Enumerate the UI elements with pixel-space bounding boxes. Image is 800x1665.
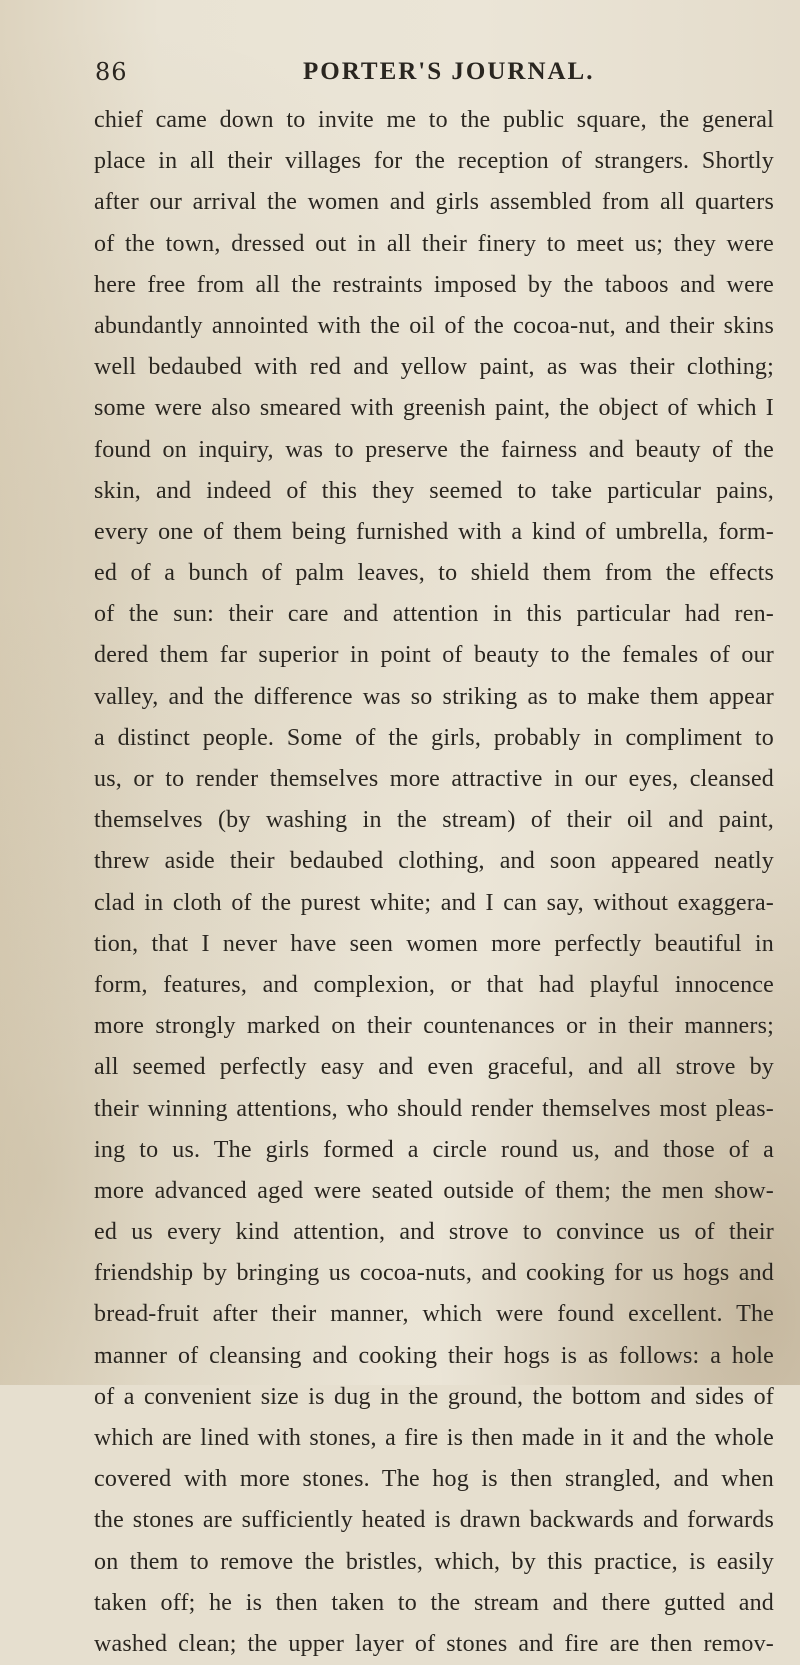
text-line: all seemed perfectly easy and even graceful, and all strove by <box>94 1054 774 1081</box>
text-line: covered with more stones. The hog is then strangled, and when <box>94 1466 774 1493</box>
text-line: manner of cleansing and cooking their hogs is as follows: a hole <box>94 1342 774 1369</box>
text-line: every one of them being furnished with a kind of umbrella, form- <box>94 518 774 545</box>
text-line: of the town, dressed out in all their finery to meet us; they were <box>94 230 774 257</box>
page-number: 86 <box>95 58 128 86</box>
text-line: dered them far superior in point of beauty to the females of our <box>94 642 774 669</box>
text-line: here free from all the restraints imposed by the taboos and were <box>94 271 774 298</box>
text-line: more advanced aged were seated outside of them; the men show- <box>94 1177 774 1204</box>
body-text <box>94 100 774 1665</box>
text-line: washed clean; the upper layer of stones and fire are then remov- <box>94 1630 774 1657</box>
text-line: bread-fruit after their manner, which were found excellent. The <box>94 1301 774 1328</box>
text-line: some were also smeared with greenish paint, the object of which I <box>94 395 774 422</box>
text-line: threw aside their bedaubed clothing, and soon appeared neatly <box>94 848 774 875</box>
text-line: after our arrival the women and girls assembled from all quarters <box>94 189 774 216</box>
text-line: chief came down to invite me to the public square, the general <box>94 107 774 133</box>
text-line: found on inquiry, was to preserve the fairness and beauty of the <box>94 436 774 463</box>
text-line: well bedaubed with red and yellow paint, as was their clothing; <box>94 354 774 381</box>
text-line: more strongly marked on their countenances or in their manners; <box>94 1013 774 1040</box>
page-header <box>95 52 735 92</box>
text-line: on them to remove the bristles, which, by this practice, is easily <box>94 1548 774 1575</box>
text-line: place in all their villages for the reception of strangers. Shortly <box>94 148 774 175</box>
text-line: friendship by bringing us cocoa-nuts, and cooking for us hogs and <box>94 1260 774 1287</box>
text-line: ed of a bunch of palm leaves, to shield them from the effects <box>94 560 774 587</box>
text-line: us, or to render themselves more attractive in our eyes, cleansed <box>94 766 774 792</box>
text-line: form, features, and complexion, or that had playful innocence <box>94 971 774 998</box>
text-line: their winning attentions, who should render themselves most pleas- <box>94 1095 774 1122</box>
text-line: ed us every kind attention, and strove to convince us of their <box>94 1219 774 1246</box>
text-line: taken off; he is then taken to the stream and there gutted and <box>94 1589 774 1616</box>
text-line: a distinct people. Some of the girls, probably in compliment to <box>94 724 774 751</box>
text-line: of the sun: their care and attention in this particular had ren- <box>94 601 774 628</box>
text-line: ing to us. The girls formed a circle round us, and those of a <box>94 1136 774 1163</box>
text-line: the stones are sufficiently heated is drawn backwards and forwards <box>94 1507 774 1534</box>
text-line: which are lined with stones, a fire is then made in it and the whole <box>94 1425 774 1451</box>
running-head: PORTER'S JOURNAL. <box>303 58 595 85</box>
text-line: abundantly annointed with the oil of the cocoa-nut, and their skins <box>94 312 774 339</box>
text-line: clad in cloth of the purest white; and I can say, without exaggera- <box>94 889 774 916</box>
text-line: of a convenient size is dug in the ground, the bottom and sides of <box>94 1383 774 1410</box>
text-line: themselves (by washing in the stream) of their oil and paint, <box>94 807 774 834</box>
text-line: skin, and indeed of this they seemed to take particular pains, <box>94 477 774 504</box>
text-line: valley, and the difference was so striking as to make them appear <box>94 683 774 710</box>
text-line: tion, that I never have seen women more perfectly beautiful in <box>94 930 774 957</box>
